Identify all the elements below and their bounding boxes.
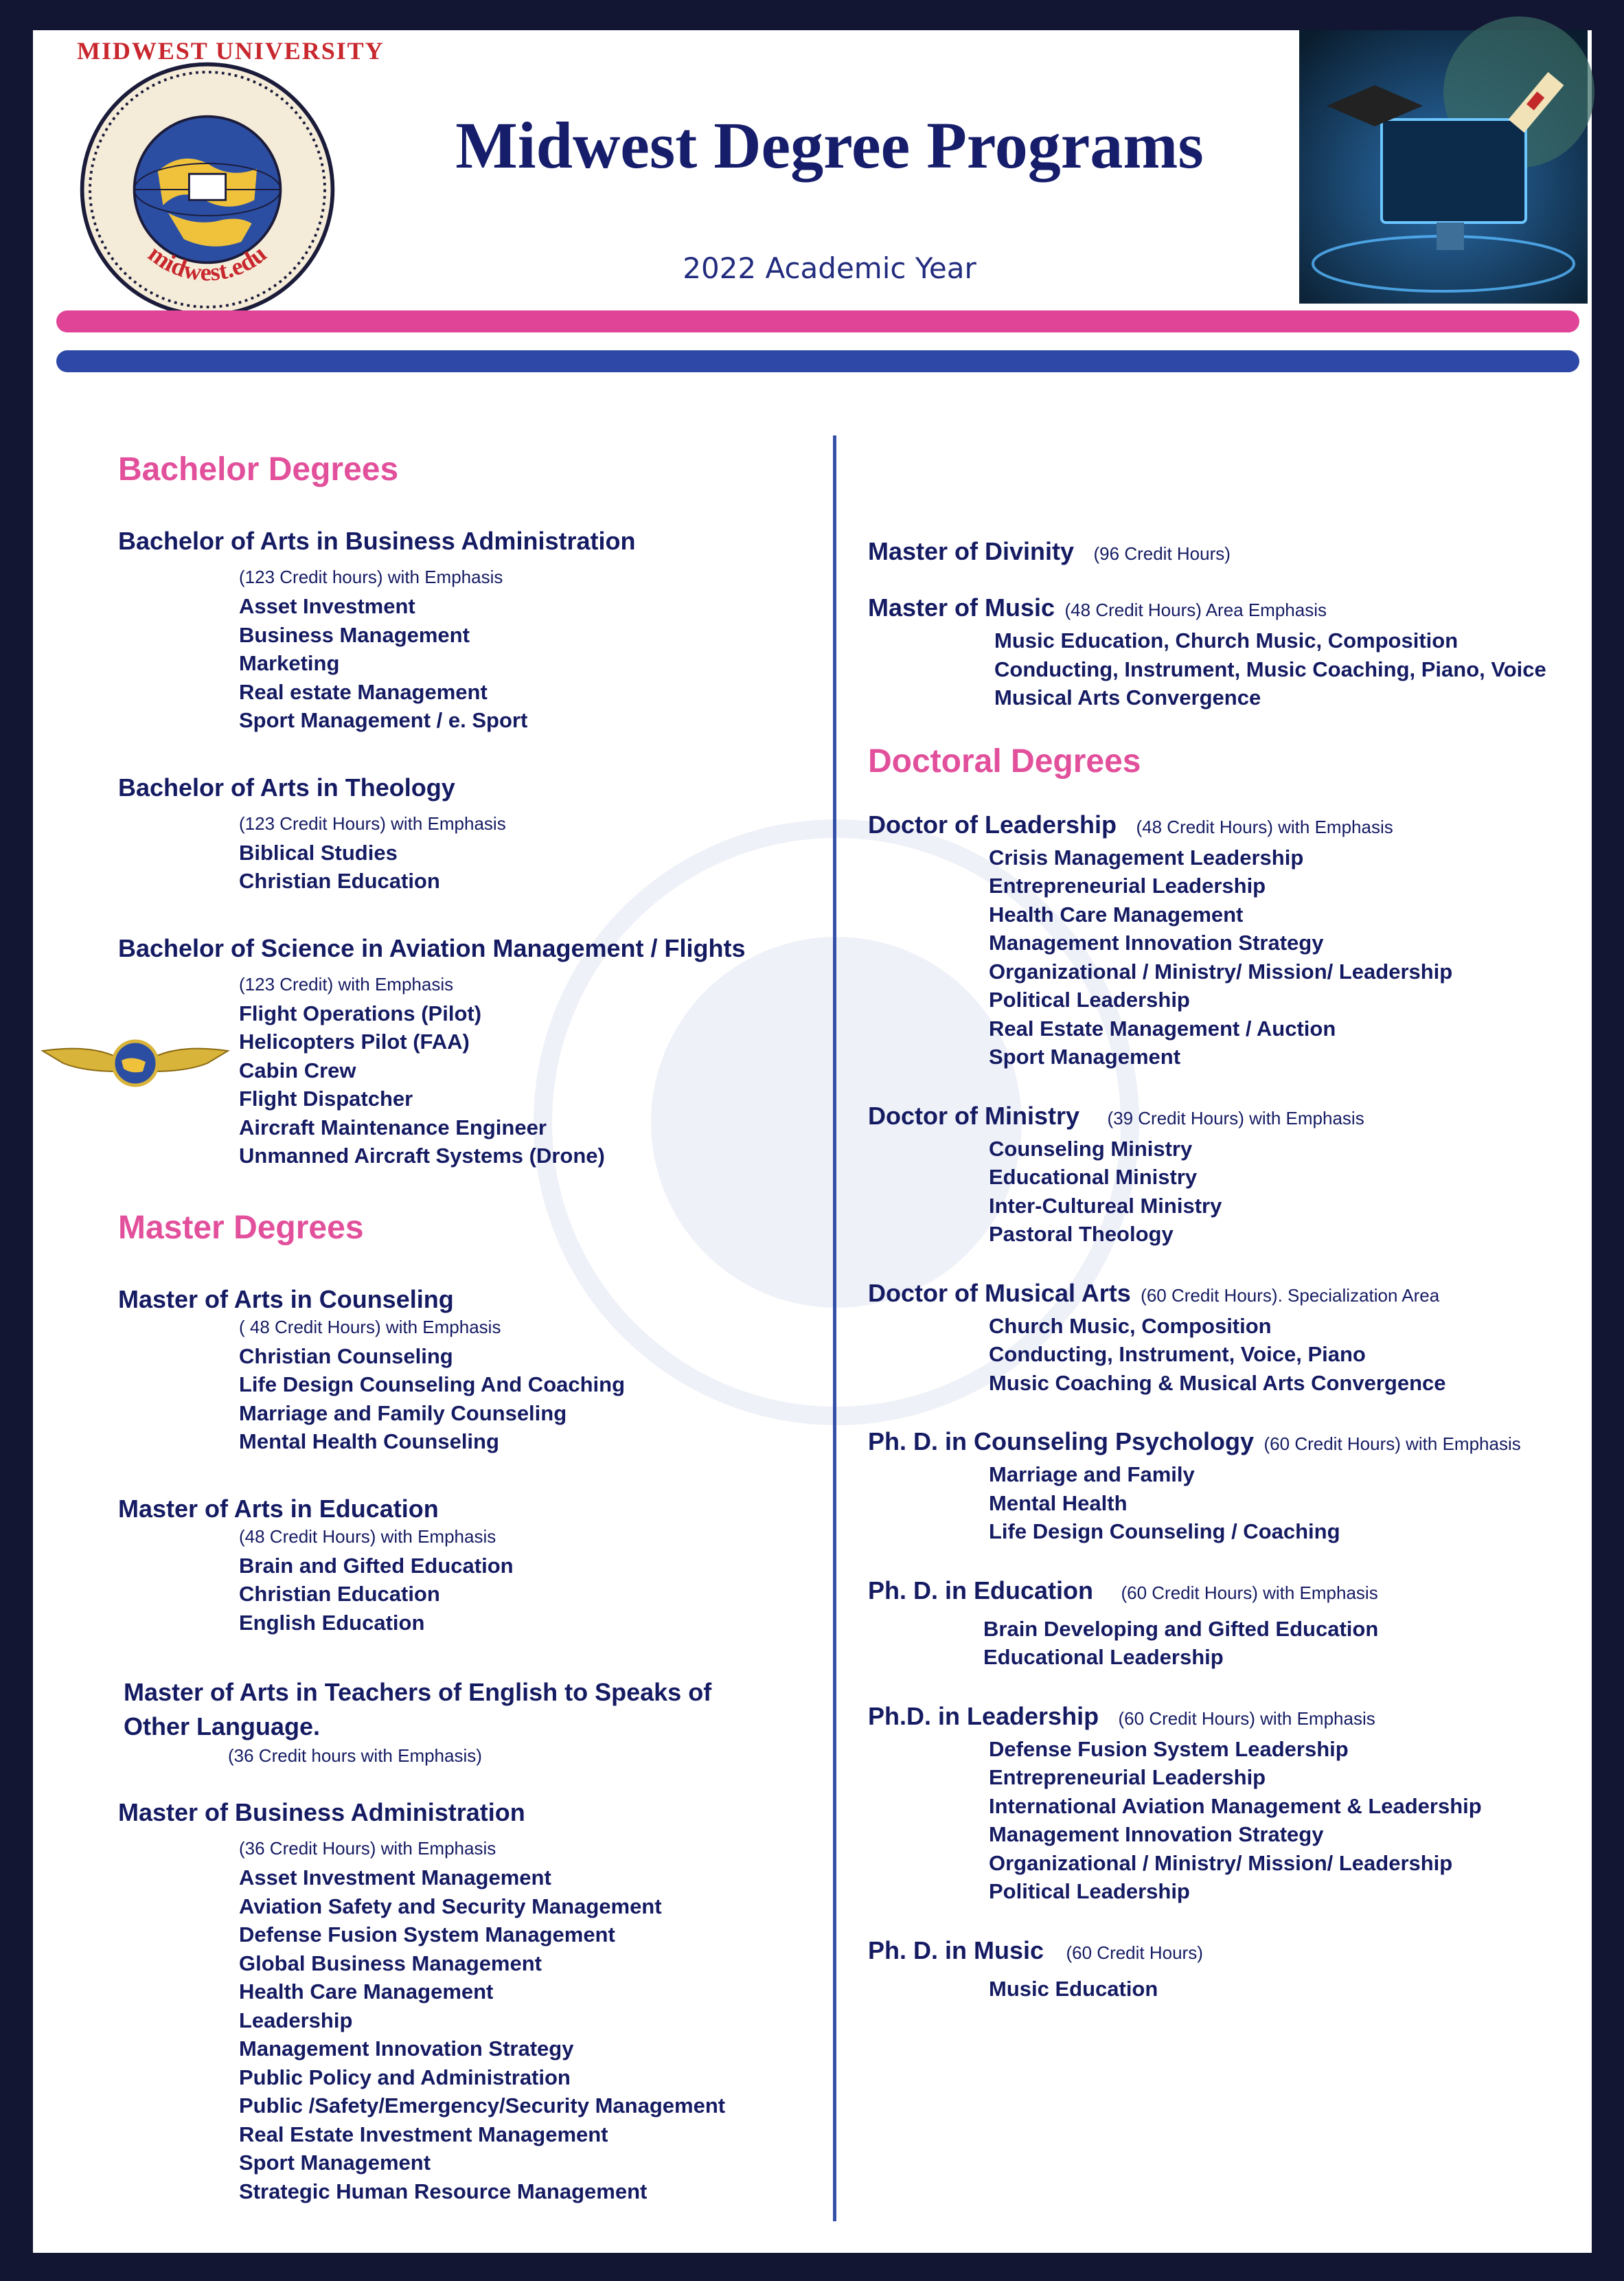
list-item: Brain and Gifted Education — [239, 1553, 514, 1578]
list-item: Health Care Management — [239, 1979, 494, 2004]
list-item: Brain Developing and Gifted Education — [983, 1616, 1379, 1641]
emphasis-list — [989, 1460, 1589, 1546]
seal-bottom-text: midwest.edu — [143, 239, 272, 286]
emphasis-list — [989, 1975, 1589, 2004]
list-item: Inter-Cultureal Ministry — [989, 1193, 1222, 1218]
list-item: Defense Fusion System Management — [239, 1922, 615, 1947]
degree-name: Doctor of Ministry — [868, 1101, 1080, 1130]
svg-text:midwest.edu — [144, 240, 272, 286]
list-item: Life Design Counseling / Coaching — [989, 1519, 1340, 1543]
degree-credits: (48 Credit Hours) Area Emphasis — [1064, 600, 1327, 620]
degree-dl — [868, 810, 1589, 1071]
list-item: Music Coaching & Musical Arts Convergence — [989, 1370, 1446, 1395]
degree-phd-education — [868, 1576, 1589, 1672]
degree-name: Master of Divinity — [868, 537, 1075, 565]
bachelor-heading: Bachelor Degrees — [118, 451, 399, 488]
pink-divider-bar — [56, 310, 1579, 332]
degree-name: Ph. D. in Music — [868, 1936, 1044, 1964]
list-item: Marriage and Family Counseling — [239, 1400, 567, 1425]
list-item: Entrepreneurial Leadership — [989, 874, 1266, 898]
degree-name: Ph. D. in Education — [868, 1576, 1094, 1604]
degree-name: Bachelor of Arts in Business Administration — [118, 527, 636, 555]
list-item: Marriage and Family — [989, 1462, 1195, 1486]
degree-credits: (123 Credit Hours) with Emphasis — [239, 813, 506, 834]
left-column — [118, 451, 805, 2244]
doctoral-heading: Doctoral Degrees — [868, 742, 1141, 780]
degree-name: Ph. D. in Counseling Psychology — [868, 1427, 1255, 1455]
blue-divider-bar — [56, 350, 1579, 372]
seal-top-text: MIDWEST UNIVERSITY — [77, 37, 385, 65]
emphasis-list — [239, 999, 805, 1170]
list-item: Asset Investment — [239, 594, 415, 618]
list-item: Conducting, Instrument, Voice, Piano — [989, 1342, 1366, 1366]
degree-credits: (48 Credit Hours) with Emphasis — [1136, 816, 1393, 837]
list-item: Musical Arts Convergence — [994, 685, 1261, 710]
degree-name: Master of Music — [868, 593, 1055, 622]
list-item: Mental Health Counseling — [239, 1429, 499, 1453]
list-item: Life Design Counseling And Coaching — [239, 1372, 626, 1396]
degree-name: Master of Business Administration — [118, 1798, 525, 1826]
list-item: Flight Operations (Pilot) — [239, 1001, 482, 1025]
list-item: Strategic Human Resource Management — [239, 2179, 648, 2203]
list-item: Aviation Safety and Security Management — [239, 1894, 662, 1918]
degree-credits: (60 Credit Hours). Specialization Area — [1141, 1284, 1440, 1306]
list-item: Biblical Studies — [239, 840, 398, 865]
list-item: Christian Education — [239, 869, 440, 893]
list-item: Cabin Crew — [239, 1058, 356, 1082]
list-item: Management Innovation Strategy — [239, 2036, 574, 2061]
degree-name: Bachelor of Science in Aviation Management / Flights — [118, 933, 746, 962]
list-item: Entrepreneurial Leadership — [989, 1765, 1266, 1789]
list-item: Conducting, Instrument, Music Coaching, Piano, Voice — [994, 657, 1546, 681]
degree-credits: (60 Credit Hours) with Emphasis — [1263, 1433, 1521, 1454]
list-item: Real Estate Management / Auction — [989, 1016, 1336, 1041]
list-item: Asset Investment Management — [239, 1865, 551, 1890]
list-item: Music Education — [989, 1976, 1158, 2001]
list-item: Unmanned Aircraft Systems (Drone) — [239, 1144, 605, 1168]
emphasis-list — [239, 592, 805, 735]
degree-credits: (96 Credit Hours) — [1093, 543, 1231, 564]
list-item: Organizational / Ministry/ Mission/ Leadership — [989, 1850, 1453, 1875]
degree-credits: (123 Credit hours) with Emphasis — [239, 567, 503, 587]
degree-name: Master of Arts in Education — [118, 1494, 439, 1523]
list-item: Management Innovation Strategy — [989, 931, 1324, 955]
list-item: Real estate Management — [239, 679, 488, 704]
list-item: Flight Dispatcher — [239, 1087, 413, 1111]
list-item: Educational Ministry — [989, 1165, 1198, 1189]
degree-mmus — [868, 593, 1589, 712]
seal-bottom-ring — [77, 59, 338, 320]
degree-mba — [118, 1798, 805, 2205]
list-item: Health Care Management — [989, 902, 1244, 927]
emphasis-list — [989, 1312, 1589, 1398]
list-item: Sport Management — [239, 2151, 431, 2175]
degree-phd-counseling — [868, 1427, 1589, 1546]
degree-phd-leadership — [868, 1702, 1589, 1906]
list-item: Public Policy and Administration — [239, 2065, 571, 2089]
list-item: Marketing — [239, 651, 340, 675]
list-item: Real Estate Investment Management — [239, 2122, 608, 2146]
list-item: Crisis Management Leadership — [989, 845, 1304, 870]
degree-ba-theology — [118, 773, 805, 896]
list-item: Leadership — [239, 2008, 353, 2032]
degree-ma-counseling — [118, 1285, 805, 1456]
degree-dmin — [868, 1102, 1589, 1249]
page-title: Midwest Degree Programs — [455, 109, 1204, 182]
list-item: Church Music, Composition — [989, 1313, 1272, 1338]
emphasis-list — [239, 839, 805, 896]
degree-credits: (60 Credit Hours) with Emphasis — [1121, 1582, 1378, 1603]
emphasis-list — [239, 1863, 805, 2205]
list-item: Music Education, Church Music, Composition — [994, 628, 1459, 652]
degree-bs-aviation — [118, 934, 805, 1170]
degree-name: Master of Arts in Counseling — [118, 1284, 454, 1313]
list-item: Christian Education — [239, 1582, 440, 1606]
list-item: Business Management — [239, 622, 470, 647]
degree-credits: (123 Credit) with Emphasis — [239, 973, 454, 995]
degree-credits: ( 48 Credit Hours) with Emphasis — [239, 1316, 501, 1337]
list-item: Defense Fusion System Leadership — [989, 1736, 1349, 1761]
emphasis-list — [239, 1342, 805, 1456]
degree-ma-education — [118, 1495, 805, 1637]
emphasis-list — [983, 1615, 1589, 1672]
list-item: Educational Leadership — [983, 1645, 1224, 1669]
degree-name: Master of Arts in Teachers of English to Speaks of Other Language. — [124, 1678, 712, 1740]
academic-year: 2022 Academic Year — [683, 251, 976, 285]
degree-mdiv — [868, 537, 1589, 566]
list-item: Political Leadership — [989, 1879, 1190, 1903]
list-item: Global Business Management — [239, 1951, 542, 1975]
list-item: Political Leadership — [989, 988, 1190, 1012]
degree-name: Doctor of Leadership — [868, 810, 1117, 839]
list-item: Sport Management / e. Sport — [239, 708, 528, 732]
list-item: Sport Management — [989, 1045, 1181, 1069]
list-item: Pastoral Theology — [989, 1222, 1174, 1246]
degree-ma-tesol — [118, 1675, 805, 1767]
master-heading: Master Degrees — [118, 1209, 364, 1246]
degree-ba-business — [118, 527, 805, 735]
list-item: International Aviation Management & Leadership — [989, 1793, 1482, 1818]
list-item: Counseling Ministry — [989, 1136, 1193, 1161]
emphasis-list — [989, 843, 1589, 1071]
list-item: Public /Safety/Emergency/Security Management — [239, 2093, 726, 2118]
list-item: Aircraft Maintenance Engineer — [239, 1115, 547, 1139]
degree-name: Bachelor of Arts in Theology — [118, 773, 455, 802]
degree-credits: (39 Credit Hours) with Emphasis — [1107, 1107, 1364, 1128]
list-item: Mental Health — [989, 1490, 1128, 1515]
degree-credits: (36 Credit Hours) with Emphasis — [239, 1838, 496, 1859]
degree-name: Doctor of Musical Arts — [868, 1278, 1131, 1307]
list-item: English Education — [239, 1610, 425, 1635]
graduation-computer-image — [1299, 30, 1588, 304]
list-item: Organizational / Ministry/ Mission/ Leadership — [989, 959, 1453, 984]
brochure-page — [33, 30, 1592, 2253]
list-item: Helicopters Pilot (FAA) — [239, 1030, 470, 1054]
emphasis-list — [989, 1735, 1589, 1906]
right-column — [868, 537, 1589, 2041]
degree-credits: (60 Credit Hours) with Emphasis — [1118, 1707, 1375, 1729]
degree-credits: (36 Credit hours with Emphasis) — [228, 1745, 482, 1766]
emphasis-list — [239, 1552, 805, 1637]
degree-dma — [868, 1279, 1589, 1398]
degree-credits: (48 Credit Hours) with Emphasis — [239, 1525, 496, 1547]
emphasis-list — [994, 626, 1589, 712]
list-item: Christian Counseling — [239, 1343, 453, 1368]
degree-credits: (60 Credit Hours) — [1066, 1942, 1203, 1963]
degree-name: Ph.D. in Leadership — [868, 1701, 1099, 1730]
degree-phd-music — [868, 1936, 1589, 2004]
emphasis-list — [989, 1135, 1589, 1249]
list-item: Management Innovation Strategy — [989, 1822, 1324, 1846]
